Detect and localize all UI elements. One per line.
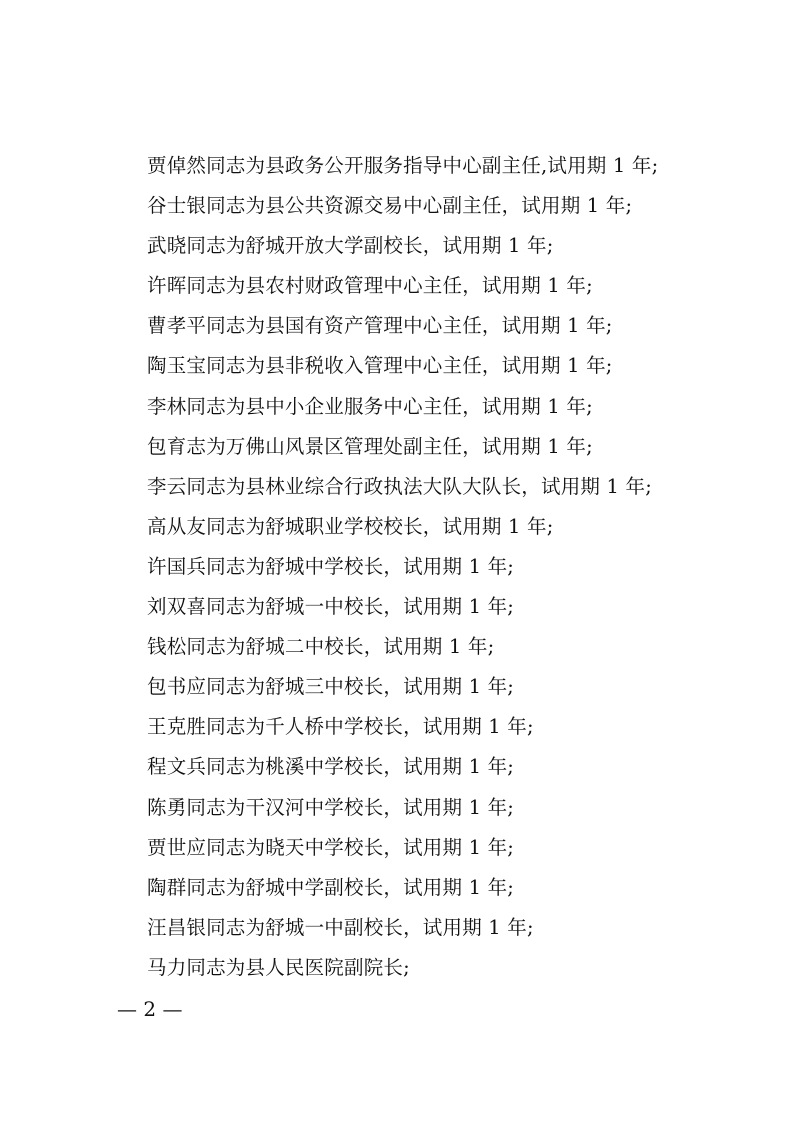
appointment-line: 汪昌银同志为舒城一中副校长，试用期 1 年; — [147, 915, 534, 939]
appointment-line: 谷士银同志为县公共资源交易中心副主任，试用期 1 年; — [147, 194, 633, 218]
appointment-line: 许晖同志为县农村财政管理中心主任，试用期 1 年; — [147, 274, 593, 298]
appointment-line: 钱松同志为舒城二中校长，试用期 1 年; — [147, 635, 495, 659]
appointment-line: 许国兵同志为舒城中学校长，试用期 1 年; — [147, 554, 515, 578]
appointment-line: 陶群同志为舒城中学副校长，试用期 1 年; — [147, 875, 515, 899]
appointment-line: 刘双喜同志为舒城一中校长，试用期 1 年; — [147, 595, 515, 619]
appointment-line: 贾倬然同志为县政务公开服务指导中心副主任,试用期 1 年; — [147, 154, 659, 177]
appointment-line: 包育志为万佛山风景区管理处副主任，试用期 1 年; — [147, 434, 593, 458]
appointment-line: 陈勇同志为干汉河中学校长，试用期 1 年; — [147, 795, 515, 819]
appointment-line: 李林同志为县中小企业服务中心主任，试用期 1 年; — [147, 394, 593, 418]
appointment-line: 包书应同志为舒城三中校长，试用期 1 年; — [147, 675, 515, 699]
appointment-list — [147, 146, 747, 988]
appointment-line: 王克胜同志为千人桥中学校长，试用期 1 年; — [147, 715, 534, 739]
appointment-line: 贾世应同志为晓天中学校长，试用期 1 年; — [147, 835, 515, 859]
page-number: — 2 — — [117, 997, 183, 1021]
appointment-line: 李云同志为县林业综合行政执法大队大队长，试用期 1 年; — [147, 474, 652, 498]
appointment-line: 马力同志为县人民医院副院长; — [147, 955, 410, 979]
appointment-line: 程文兵同志为桃溪中学校长，试用期 1 年; — [147, 755, 515, 779]
appointment-line: 曹孝平同志为县国有资产管理中心主任，试用期 1 年; — [147, 314, 613, 338]
appointment-line: 高从友同志为舒城职业学校校长，试用期 1 年; — [147, 514, 554, 538]
appointment-line: 武晓同志为舒城开放大学副校长，试用期 1 年; — [147, 234, 554, 258]
appointment-line: 陶玉宝同志为县非税收入管理中心主任，试用期 1 年; — [147, 354, 613, 378]
